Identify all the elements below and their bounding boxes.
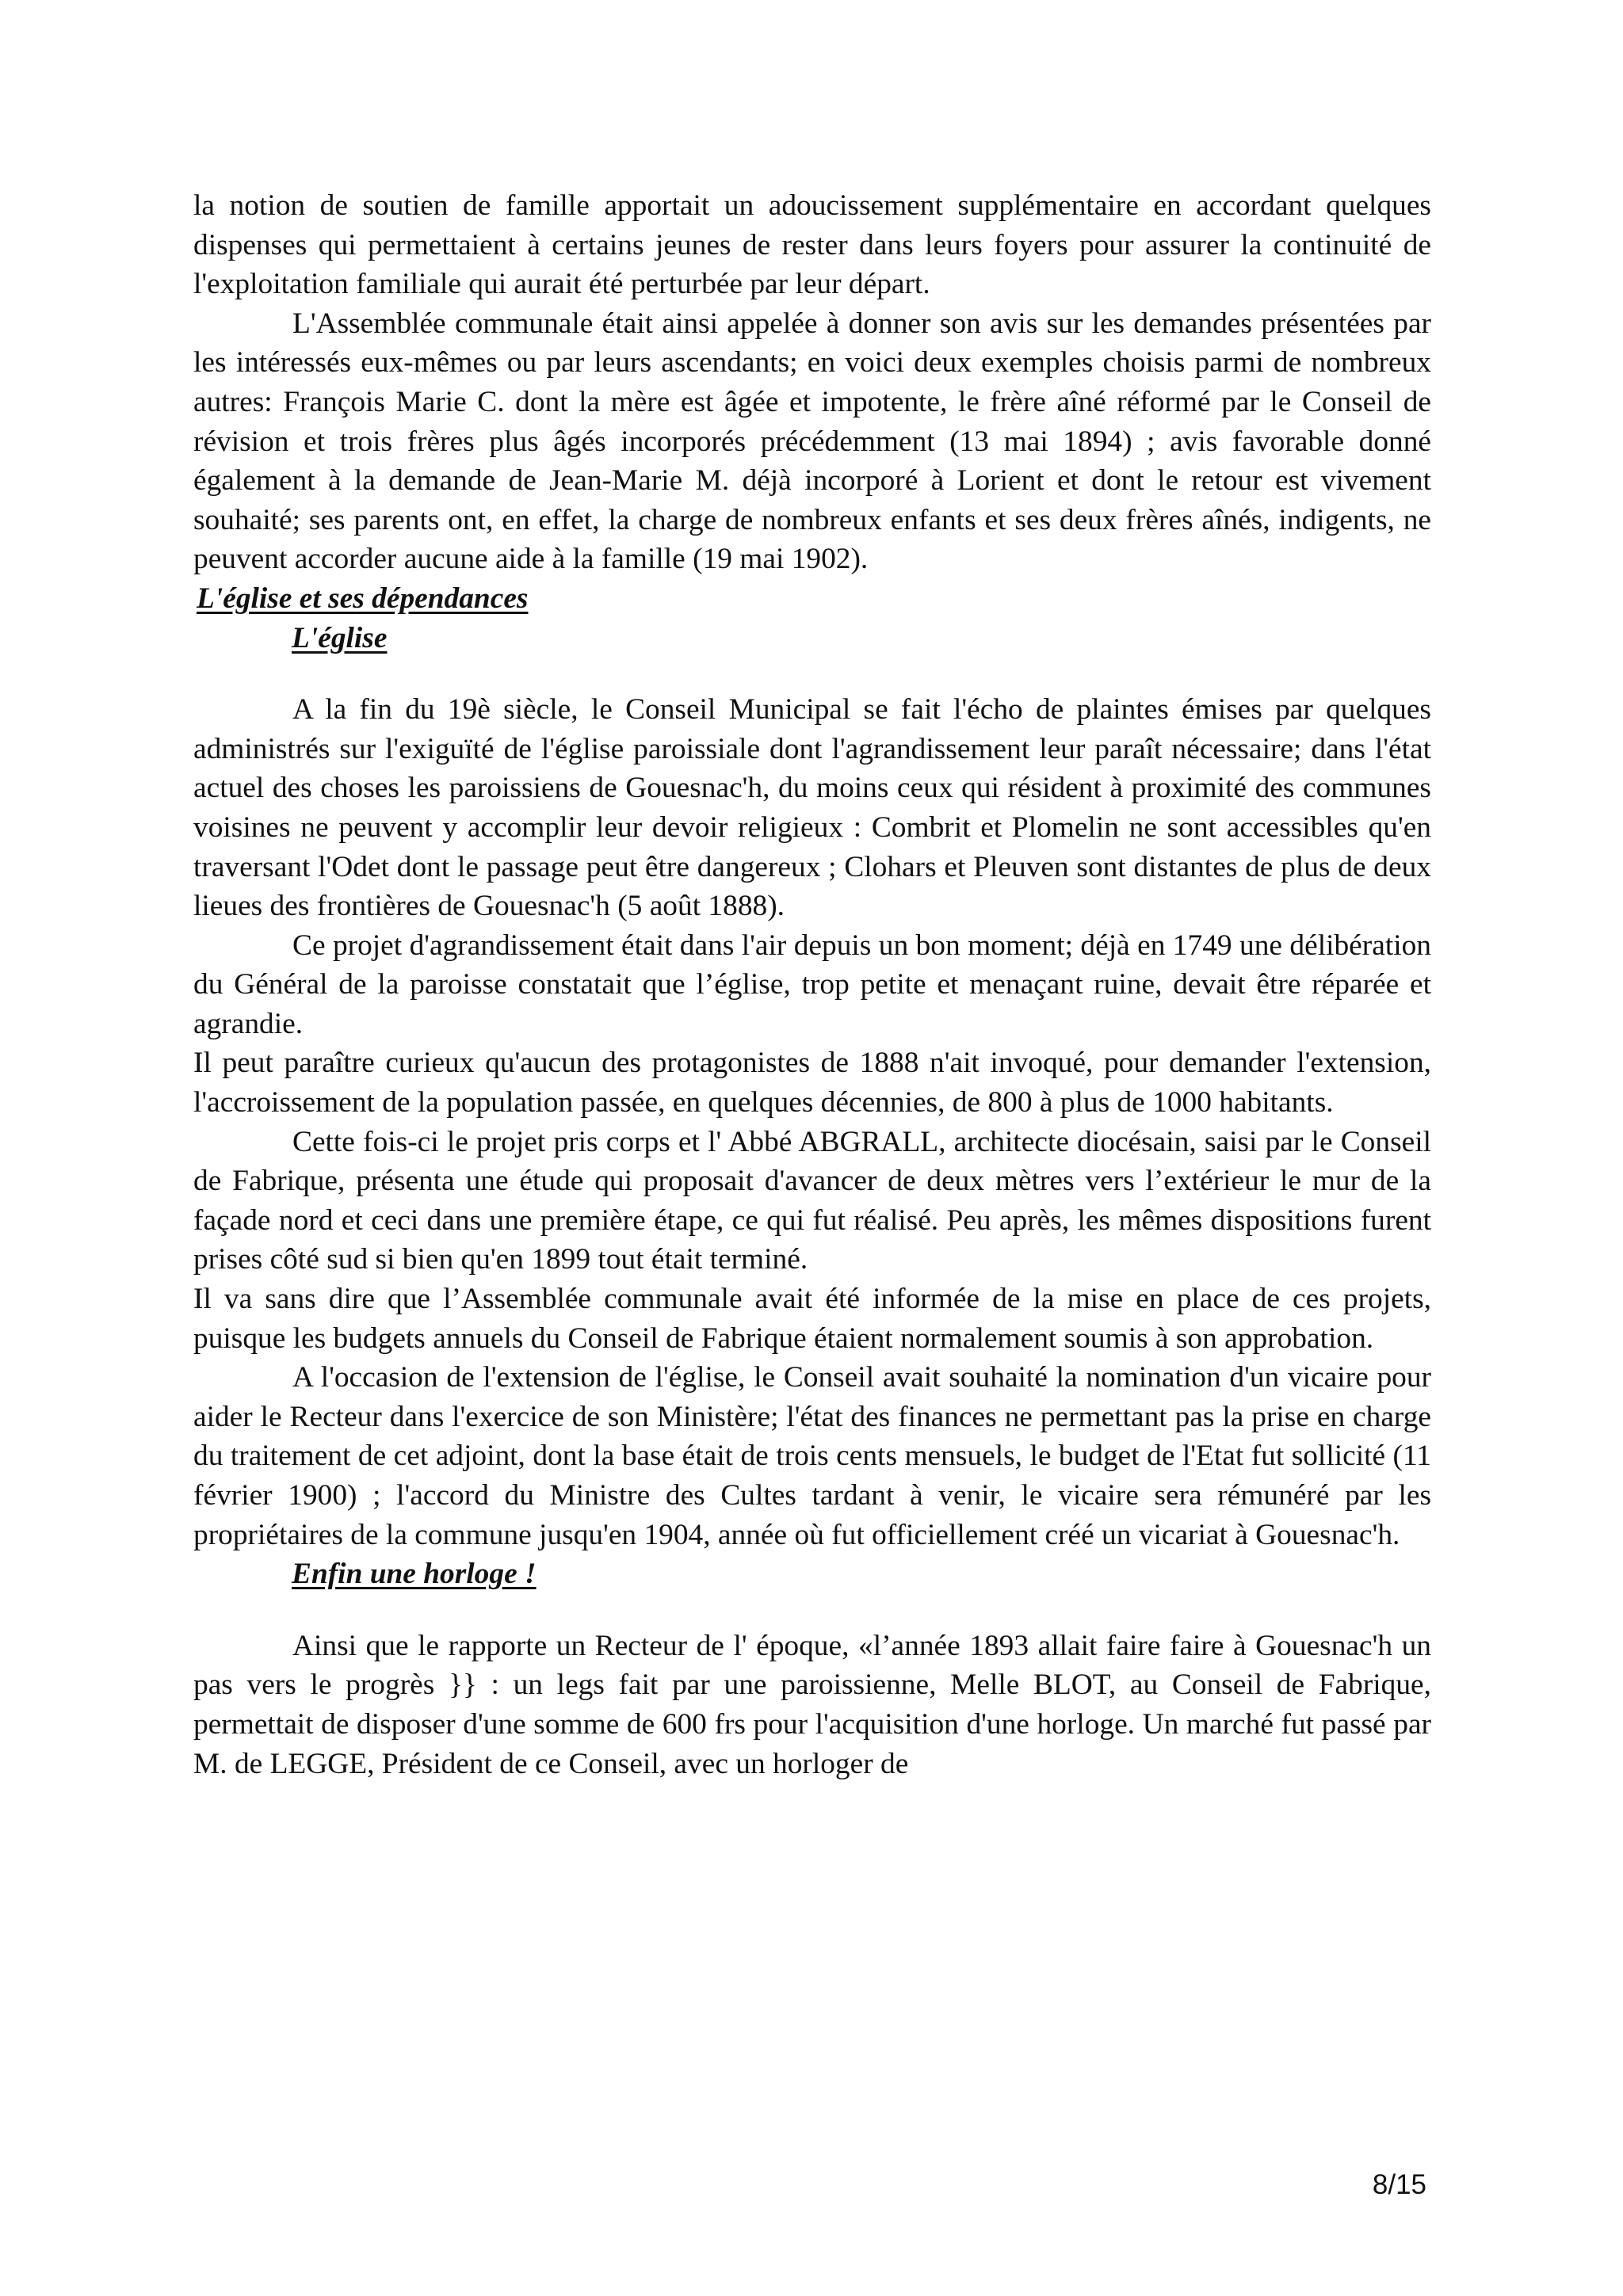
paragraph-intro-2: L'Assemblée communale était ainsi appelée à donner son avis sur les demandes présentées par les intéressés eux-mêmes ou par leurs ascendants; en voici deux exemples choisis parmi de nombreux autres: François Marie C. dont la mère est âgée et impotente, le frère aîné réformé par le Conseil de révision et trois frères plus âgés incorporés précédemment (13 mai 1894) ; avis favorable donné également à la demande de Jean-Marie M. déjà incorporé à Lorient et dont le retour est vivement souhaité; ses parents ont, en effet, la charge de nombreux enfants et ses deux frères aînés, indigents, ne peuvent accorder aucune aide à la famille (19 mai 1902). (193, 307, 1431, 576)
paragraph-intro-1: la notion de soutien de famille apportait un adoucissement supplémentaire en accordant quelques dispenses qui permettaient à certains jeunes de rester dans leurs foyers pour assurer la continuité de l'exploitation familiale qui aurait été perturbée par leur départ. (193, 189, 1431, 301)
section-heading: L'église et ses dépendances (197, 582, 529, 615)
subheading-church: L'église (292, 621, 388, 654)
paragraph-church-4: Cette fois-ci le projet pris corps et l' Abbé ABGRALL, architecte diocésain, saisi par le Conseil de Fabrique, présenta une étude qui proposait d'avancer de deux mètres vers l’extérieur le mur de la façade nord et ceci dans une première étape, ce qui fut réalisé. Peu après, les mêmes dispositions furent prises côté sud si bien qu'en 1899 tout était terminé. (193, 1125, 1431, 1276)
paragraph-church-5: Il va sans dire que l’Assemblée communale avait été informée de la mise en place de ces projets, puisque les budgets annuels du Conseil de Fabrique étaient normalement soumis à son approbation. (193, 1283, 1431, 1355)
paragraph-church-6: A l'occasion de l'extension de l'église, le Conseil avait souhaité la nomination d'un vicaire pour aider le Recteur dans l'exercice de son Ministère; l'état des finances ne permettant pas la prise en charge du traitement de cet adjoint, dont la base était de trois cents mensuels, le budget de l'Etat fut sollicité (11 février 1900) ; l'accord du Ministre des Cultes tardant à venir, le vicaire sera rémunéré par les propriétaires de la commune jusqu'en 1904, année où fut officiellement créé un vicariat à Gouesnac'h. (193, 1361, 1431, 1551)
paragraph-clock-1: Ainsi que le rapporte un Recteur de l' époque, «l’année 1893 allait faire faire à Gouesnac'h un pas vers le progrès }} : un legs fait par une paroissienne, Melle BLOT, au Conseil de Fabrique, permettait de disposer d'une somme de 600 frs pour l'acquisition d'une horloge. Un marché fut passé par M. de LEGGE, Président de ce Conseil, avec un horloger de (193, 1629, 1431, 1780)
paragraph-church-2: Ce projet d'agrandissement était dans l'air depuis un bon moment; déjà en 1749 une délibération du Général de la paroisse constatait que l’église, trop petite et menaçant ruine, devait être réparée et agrandie. (193, 929, 1431, 1040)
paragraph-church-3: Il peut paraître curieux qu'aucun des protagonistes de 1888 n'ait invoqué, pour demander l'extension, l'accroissement de la population passée, en quelques décennies, de 800 à plus de 1000 habitants. (193, 1047, 1431, 1119)
subheading-clock: Enfin une horloge ! (292, 1558, 537, 1591)
paragraph-church-1: A la fin du 19è siècle, le Conseil Municipal se fait l'écho de plaintes émises par quelques administrés sur l'exiguïté de l'église paroissiale dont l'agrandissement leur paraît nécessaire; dans l'état actuel des choses les paroissiens de Gouesnac'h, du moins ceux qui résident à proximité des communes voisines ne peuvent y accomplir leur devoir religieux : Combrit et Plomelin ne sont accessibles qu'en traversant l'Odet dont le passage peut être dangereux ; Clohars et Pleuven sont distantes de plus de deux lieues des frontières de Gouesnac'h (5 août 1888). (193, 693, 1431, 923)
page-number: 8/15 (1372, 2169, 1426, 2200)
document-page (193, 186, 1431, 1783)
